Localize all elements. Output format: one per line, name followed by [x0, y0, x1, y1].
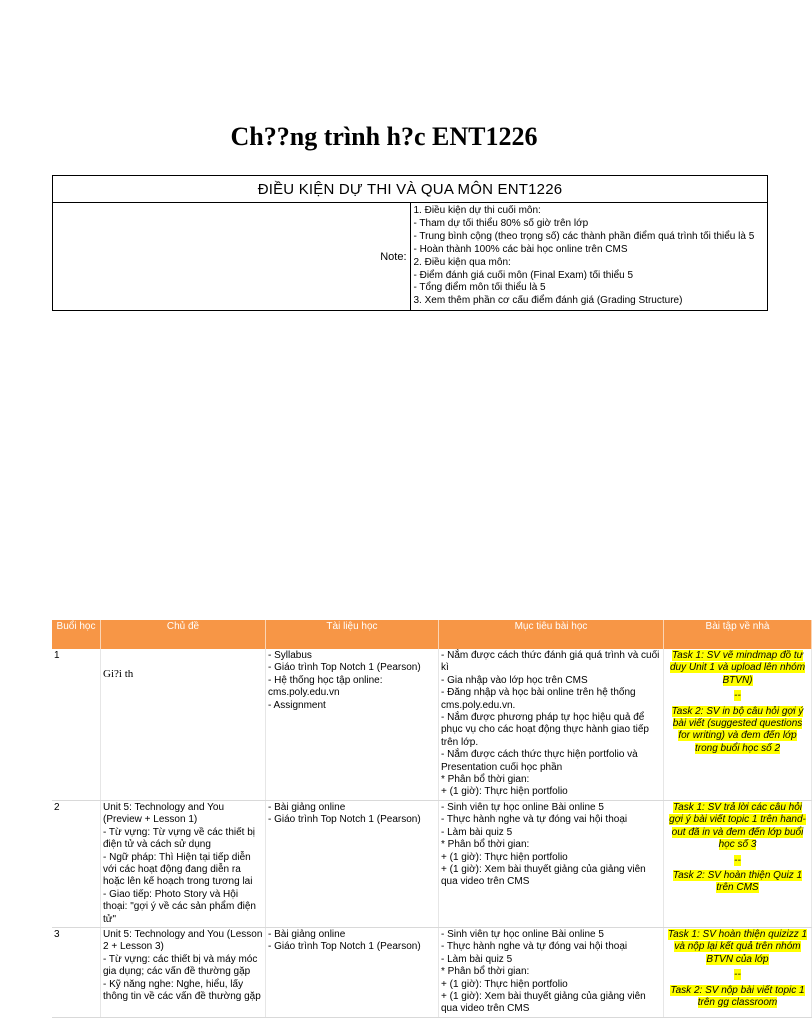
- topic-line: Unit 5: Technology and You (Lesson 2 + Lesson 3): [103, 928, 263, 953]
- schedule-header-row: [52, 620, 812, 649]
- condition-line: - Trung bình cộng (theo trọng số) các thành phần điểm quá trình tối thiểu là 5: [413, 230, 755, 242]
- material-line: - Bài giảng online: [268, 928, 346, 940]
- material-line: - Hệ thống học tập online: cms.poly.edu.vn: [268, 674, 383, 699]
- topic-line: Gi?i th: [103, 668, 134, 680]
- goal-line: - Làm bài quiz 5: [441, 953, 513, 965]
- topic-line: - Từ vựng: Từ vựng về các thiết bị điện tử và cách sử dụng: [103, 826, 256, 851]
- homework-task: Task 2: SV in bộ câu hỏi gợi ý bài viết (suggested questions for writing) và đem đến lớp trong buổi học số 2: [671, 705, 804, 754]
- condition-line: - Tham dự tối thiểu 80% số giờ trên lớp: [413, 217, 589, 229]
- goal-line: - Sinh viên tự học online Bài online 5: [441, 801, 604, 813]
- goal-line: - Nắm được phương pháp tự học hiệu quả để phục vụ cho các hoạt động thực hành giao tiếp trên lớp.: [441, 712, 649, 748]
- goal-line: - Đăng nhập và học bài online trên hệ thống cms.poly.edu.vn.: [441, 687, 636, 711]
- session-number: 1: [52, 649, 101, 800]
- header-homework: Bài tập về nhà: [664, 620, 812, 649]
- topic-line: Unit 5: Technology and You (Preview + Lesson 1): [103, 801, 225, 826]
- header-session: Buổi học: [52, 620, 101, 649]
- homework-task: Task 2: SV hoàn thiện Quiz 1 trên CMS: [672, 869, 803, 894]
- homework-cell: [664, 800, 812, 927]
- header-materials: Tài liệu học: [266, 620, 439, 649]
- material-line: - Bài giảng online: [268, 801, 346, 813]
- schedule-table-wrapper: [52, 620, 808, 1024]
- homework-separator: --: [734, 690, 741, 702]
- session-number: 2: [52, 800, 101, 927]
- page-title: Ch??ng trình h?c ENT1226: [230, 122, 538, 151]
- homework-task: Task 1: SV vẽ mindmap đồ tư duy Unit 1 và upload lên nhóm BTVN): [669, 650, 806, 686]
- goal-line: * Phân bổ thời gian:: [441, 966, 530, 978]
- header-goals: Mục tiêu bài học: [439, 620, 664, 649]
- schedule-table: [52, 620, 812, 1018]
- note-label: Note:: [53, 203, 411, 311]
- goal-line: - Sinh viên tự học online Bài online 5: [441, 928, 604, 940]
- goal-line: + (1 giờ): Xem bài thuyết giảng của giảng viên qua video trên CMS: [441, 990, 646, 1015]
- goal-line: - Nắm được cách thức đánh giá quá trình và cuối kì: [441, 650, 660, 674]
- materials-cell: [266, 649, 439, 800]
- material-line: - Giáo trình Top Notch 1 (Pearson): [268, 662, 421, 674]
- materials-cell: [266, 800, 439, 927]
- goal-line: - Nắm được cách thức thực hiện portfolio và Presentation cuối học phần: [441, 749, 638, 773]
- condition-line: - Tổng điểm môn tối thiểu là 5: [413, 282, 546, 294]
- table-row: [52, 649, 812, 800]
- homework-task: Task 1: SV trả lời các câu hỏi gợi ý bài viết topic 1 trên hand-out đã in và đem đến lớp buổi học số 3: [669, 801, 806, 851]
- homework-cell: [664, 927, 812, 1017]
- topic-cell: [101, 649, 266, 800]
- condition-line: 2. Điều kiện qua môn:: [413, 256, 511, 268]
- homework-task: Task 2: SV nộp bài viết topic 1 trên gg classroom: [670, 984, 805, 1008]
- conditions-header: ĐIỀU KIỆN DỰ THI VÀ QUA MÔN ENT1226: [53, 176, 768, 203]
- session-number: 3: [52, 927, 101, 1017]
- topic-line: - Kỹ năng nghe: Nghe, hiểu, lấy thông tin về các vấn đề thường gặp: [103, 978, 261, 1002]
- material-line: - Assignment: [268, 699, 326, 711]
- table-row: [52, 800, 812, 927]
- homework-separator: --: [734, 854, 741, 866]
- goal-line: * Phân bổ thời gian:: [441, 839, 530, 851]
- topic-line: - Giao tiếp: Photo Story và Hội thoại: "gợi ý về các sản phẩm điện tử": [103, 888, 256, 925]
- homework-separator: --: [734, 969, 741, 981]
- condition-line: 3. Xem thêm phần cơ cấu điểm đánh giá (Grading Structure): [413, 295, 683, 307]
- topic-cell: [101, 927, 266, 1017]
- material-line: - Syllabus: [268, 650, 312, 661]
- goal-line: - Làm bài quiz 5: [441, 826, 513, 838]
- material-line: - Giáo trình Top Notch 1 (Pearson): [268, 814, 421, 826]
- homework-cell: [664, 649, 812, 800]
- goal-line: + (1 giờ): Thực hiện portfolio: [441, 978, 568, 990]
- topic-line: - Từ vựng: các thiết bị và máy móc gia dụng; các vấn đề thường gặp: [103, 953, 258, 978]
- homework-task: Task 1: SV hoàn thiện quizizz 1 và nộp lại kết quả trên nhóm BTVN của lớp: [667, 928, 808, 965]
- goal-line: * Phân bổ thời gian:: [441, 774, 530, 786]
- goal-line: - Thực hành nghe và tự đóng vai hội thoại: [441, 814, 628, 826]
- topic-line: - Ngữ pháp: Thì Hiện tại tiếp diễn với các hoạt động đang diễn ra hoặc lên kế hoạch trong tương lai: [103, 851, 253, 888]
- goal-line: - Thực hành nghe và tự đóng vai hội thoại: [441, 941, 628, 953]
- topic-cell: [101, 800, 266, 927]
- goals-cell: [439, 649, 664, 800]
- conditions-lines: [410, 203, 768, 311]
- condition-line: - Hoàn thành 100% các bài học online trên CMS: [413, 243, 628, 255]
- table-row: [52, 927, 812, 1017]
- goals-cell: [439, 800, 664, 927]
- condition-line: 1. Điều kiện dự thi cuối môn:: [413, 205, 541, 216]
- header-topic: Chủ đề: [101, 620, 266, 649]
- material-line: - Giáo trình Top Notch 1 (Pearson): [268, 941, 421, 953]
- goal-line: - Gia nhập vào lớp học trên CMS: [441, 674, 588, 686]
- materials-cell: [266, 927, 439, 1017]
- goals-cell: [439, 927, 664, 1017]
- goal-line: + (1 giờ): Xem bài thuyết giảng của giảng viên qua video trên CMS: [441, 863, 646, 888]
- goal-line: + (1 giờ): Thực hiện portfolio: [441, 851, 568, 863]
- condition-line: - Điểm đánh giá cuối môn (Final Exam) tối thiểu 5: [413, 269, 634, 281]
- conditions-table: [52, 175, 768, 311]
- goal-line: + (1 giờ): Thực hiện portfolio: [441, 786, 568, 798]
